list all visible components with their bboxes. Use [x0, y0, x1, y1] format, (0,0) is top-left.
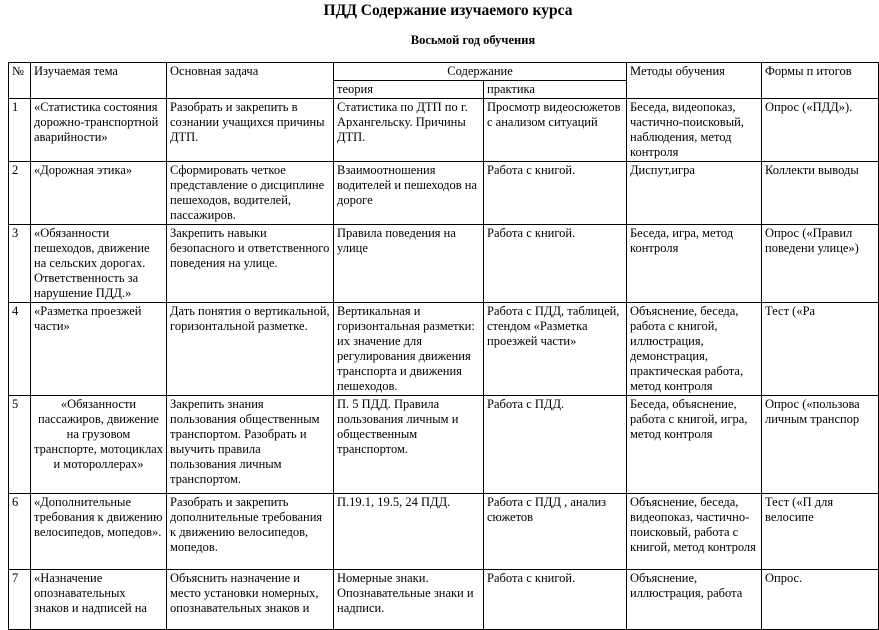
cell-num: 1 [9, 99, 31, 162]
cell-practice: Просмотр видеосюжетов с анализом ситуаций [484, 99, 627, 162]
cell-theory: Вертикальная и горизонтальная разметки: их значение для регулирования движения транспорта и движения пешеходов. [334, 303, 484, 396]
table-row [9, 396, 879, 494]
cell-practice: Работа с ПДД , анализ сюжетов [484, 494, 627, 570]
cell-theory: П.19.1, 19.5, 24 ПДД. [334, 494, 484, 570]
cell-practice: Работа с книгой. [484, 570, 627, 630]
cell-forms: Тест («Ра [762, 303, 879, 396]
cell-theory: П. 5 ПДД. Правила пользования личным и общественным транспортом. [334, 396, 484, 494]
cell-topic: «Дорожная этика» [31, 162, 167, 225]
cell-theory: Взаимоотношения водителей и пешеходов на дороге [334, 162, 484, 225]
table-row [9, 303, 879, 396]
cell-methods: Беседа, видеопоказ, частично-поисковый, наблюдения, метод контроля [627, 99, 762, 162]
header-topic: Изучаемая тема [31, 63, 167, 99]
cell-theory: Номерные знаки. Опознавательные знаки и надписи. [334, 570, 484, 630]
cell-num: 2 [9, 162, 31, 225]
cell-forms: Опрос («Правил поведени улице») [762, 225, 879, 303]
cell-task: Разобрать и закрепить дополнительные требования к движению велосипедов, мопедов. [167, 494, 334, 570]
cell-forms: Опрос. [762, 570, 879, 630]
cell-task: Разобрать и закрепить в сознании учащихся причины ДТП. [167, 99, 334, 162]
cell-practice: Работа с книгой. [484, 225, 627, 303]
header-num: № [9, 63, 31, 99]
table-row [9, 494, 879, 570]
cell-theory: Статистика по ДТП по г. Архангельску. Причины ДТП. [334, 99, 484, 162]
header-methods: Методы обучения [627, 63, 762, 99]
cell-methods: Объяснение, беседа, работа с книгой, иллюстрация, демонстрация, практическая работа, метод контроля [627, 303, 762, 396]
cell-num: 4 [9, 303, 31, 396]
cell-topic: «Назначение опознавательных знаков и надписей на [31, 570, 167, 630]
cell-methods: Объяснение, беседа, видеопоказ, частично-поисковый, работа с книгой, метод контроля [627, 494, 762, 570]
cell-topic: «Дополнительные требования к движению велосипедов, мопедов». [31, 494, 167, 570]
cell-topic: «Статистика состояния дорожно-транспортной аварийности» [31, 99, 167, 162]
course-table [8, 62, 879, 630]
cell-forms: Коллекти выводы [762, 162, 879, 225]
table-header-row [9, 63, 879, 81]
page-title: ПДД Содержание изучаемого курса [323, 2, 573, 19]
cell-topic: «Обязанности пешеходов, движение на сельских дорогах. Ответственность за нарушение ПДД.» [31, 225, 167, 303]
cell-forms: Опрос («пользова личным транспор [762, 396, 879, 494]
cell-num: 7 [9, 570, 31, 630]
cell-num: 5 [9, 396, 31, 494]
cell-topic: «Разметка проезжей части» [31, 303, 167, 396]
cell-task: Объяснить назначение и место установки номерных, опознавательных знаков и [167, 570, 334, 630]
cell-methods: Диспут,игра [627, 162, 762, 225]
cell-num: 3 [9, 225, 31, 303]
cell-task: Закрепить знания пользования общественным транспортом. Разобрать и выучить правила пользования личным транспортом. [167, 396, 334, 494]
header-task: Основная задача [167, 63, 334, 99]
cell-task: Сформировать четкое представление о дисциплине пешеходов, водителей, пассажиров. [167, 162, 334, 225]
cell-methods: Беседа, объяснение, работа с книгой, игра, метод контроля [627, 396, 762, 494]
header-content: Содержание [334, 63, 627, 81]
table-row [9, 570, 879, 630]
table-row [9, 162, 879, 225]
cell-num: 6 [9, 494, 31, 570]
cell-methods: Объяснение, иллюстрация, работа [627, 570, 762, 630]
cell-practice: Работа с ПДД. [484, 396, 627, 494]
cell-methods: Беседа, игра, метод контроля [627, 225, 762, 303]
cell-theory: Правила поведения на улице [334, 225, 484, 303]
header-forms: Формы п итогов [762, 63, 879, 99]
page-subtitle: Восьмой год обучения [410, 33, 536, 47]
header-theory: теория [334, 81, 484, 99]
cell-task: Дать понятия о вертикальной, горизонтальной разметке. [167, 303, 334, 396]
cell-forms: Опрос («ПДД»). [762, 99, 879, 162]
cell-task: Закрепить навыки безопасного и ответственного поведения на улице. [167, 225, 334, 303]
cell-forms: Тест («П для велосипе [762, 494, 879, 570]
header-practice: практика [484, 81, 627, 99]
cell-topic: «Обязанности пассажиров, движение на грузовом транспорте, мотоциклах и мотороллерах» [31, 396, 167, 494]
table-row [9, 225, 879, 303]
cell-practice: Работа с ПДД, таблицей, стендом «Разметка проезжей части» [484, 303, 627, 396]
cell-practice: Работа с книгой. [484, 162, 627, 225]
table-row [9, 99, 879, 162]
